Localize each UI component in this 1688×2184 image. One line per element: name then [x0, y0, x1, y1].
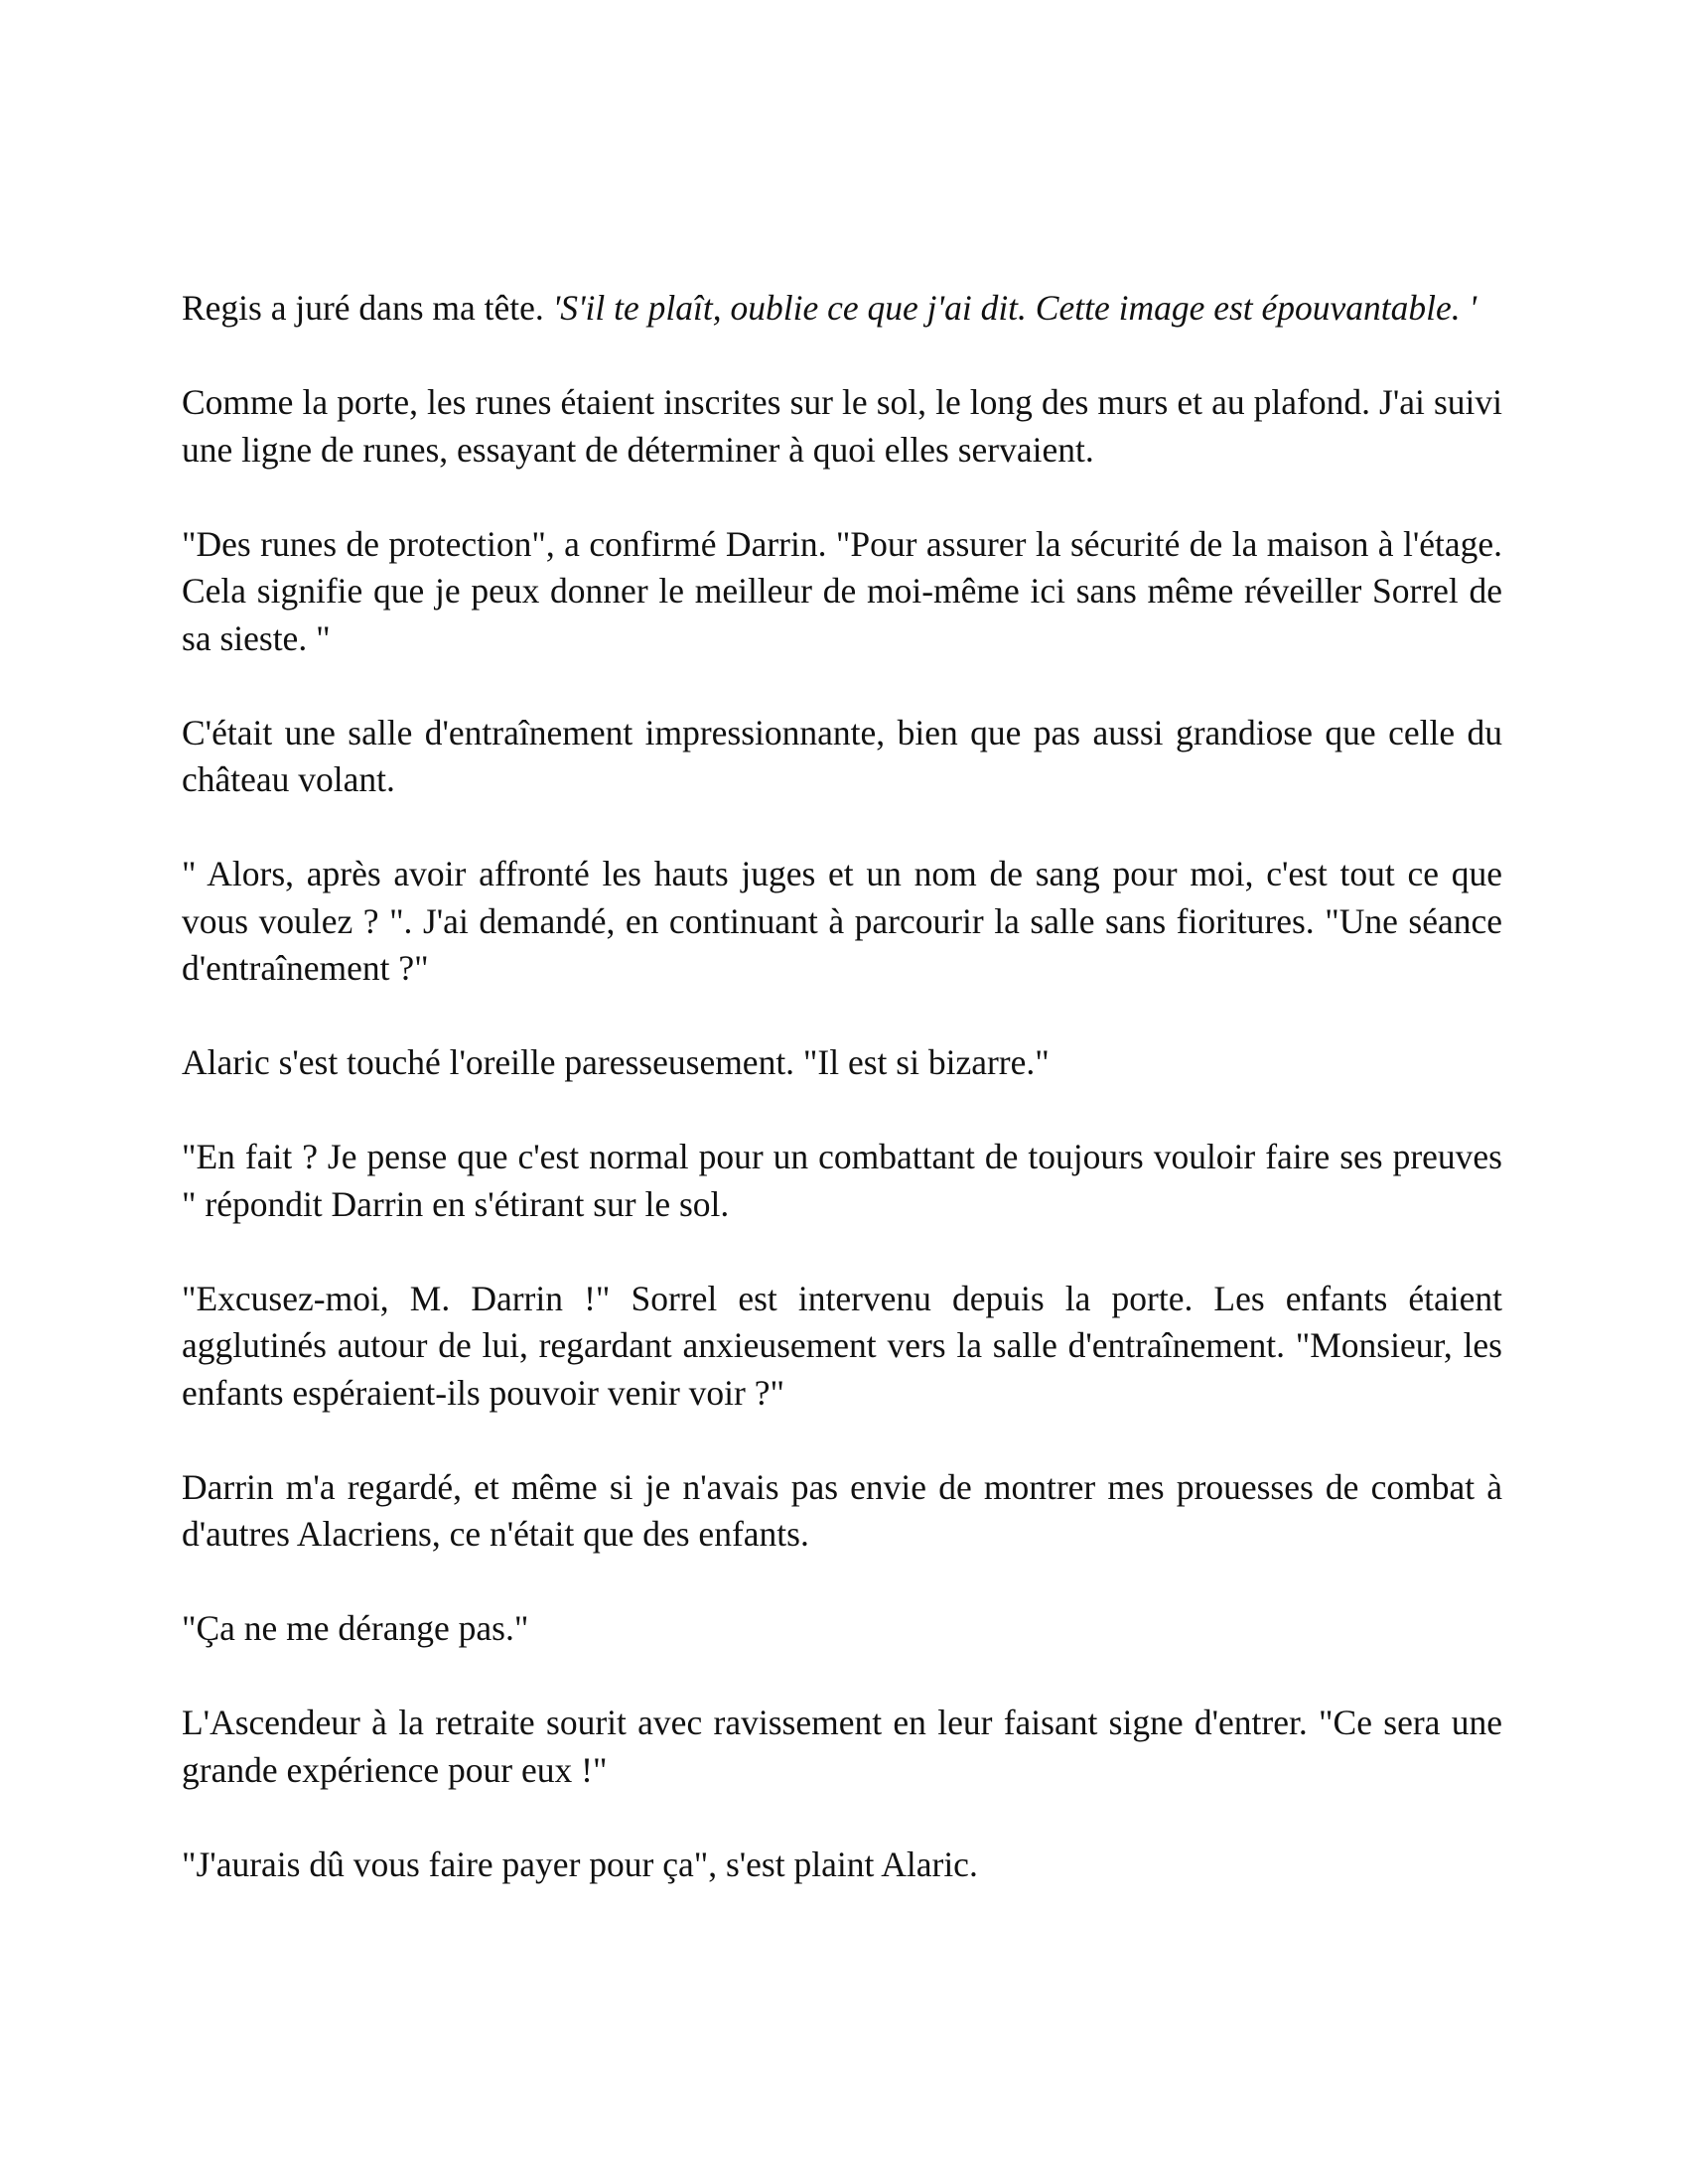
paragraph-1-lead: Regis a juré dans ma tête. — [182, 288, 553, 328]
document-page — [182, 285, 1502, 1888]
paragraph-8: "Excusez-moi, M. Darrin !" Sorrel est intervenu depuis la porte. Les enfants étaient agglutinés autour de lui, regardant anxieusement vers la salle d'entraînement. "Monsieur, les enfants espéraient-ils pouvoir venir voir ?" — [182, 1278, 1502, 1413]
paragraph-7: "En fait ? Je pense que c'est normal pour un combattant de toujours vouloir faire ses preuves " répondit Darrin en s'étirant sur le sol. — [182, 1137, 1502, 1224]
paragraph-11: L'Ascendeur à la retraite sourit avec ravissement en leur faisant signe d'entrer. "Ce sera une grande expérience pour eux !" — [182, 1703, 1502, 1790]
paragraph-5: " Alors, après avoir affronté les hauts juges et un nom de sang pour moi, c'est tout ce que vous voulez ? ". J'ai demandé, en continuant à parcourir la salle sans fioritures. "Une séance d'entraînement ?" — [182, 854, 1502, 988]
paragraph-4: C'était une salle d'entraînement impressionnante, bien que pas aussi grandiose que celle du château volant. — [182, 712, 1502, 799]
paragraph-9: Darrin m'a regardé, et même si je n'avais pas envie de montrer mes prouesses de combat à d'autres Alacriens, ce n'était que des enfants. — [182, 1466, 1502, 1554]
paragraph-3: "Des runes de protection", a confirmé Darrin. "Pour assurer la sécurité de la maison à l'étage. Cela signifie que je peux donner le meilleur de moi-même ici sans même réveiller Sorrel de sa sieste. " — [182, 523, 1502, 658]
paragraph-2: Comme la porte, les runes étaient inscrites sur le sol, le long des murs et au plafond. J'ai suivi une ligne de runes, essayant de déterminer à quoi elles servaient. — [182, 382, 1502, 470]
paragraph-1-italic-thought: 'S'il te plaît, oublie ce que j'ai dit. Cette image est épouvantable. ' — [552, 288, 1477, 328]
paragraph-10: "Ça ne me dérange pas." — [182, 1608, 529, 1648]
paragraph-6: Alaric s'est touché l'oreille paresseusement. "Il est si bizarre." — [182, 1042, 1050, 1082]
paragraph-1 — [182, 285, 1502, 333]
paragraph-12: "J'aurais dû vous faire payer pour ça", s'est plaint Alaric. — [182, 1843, 978, 1884]
